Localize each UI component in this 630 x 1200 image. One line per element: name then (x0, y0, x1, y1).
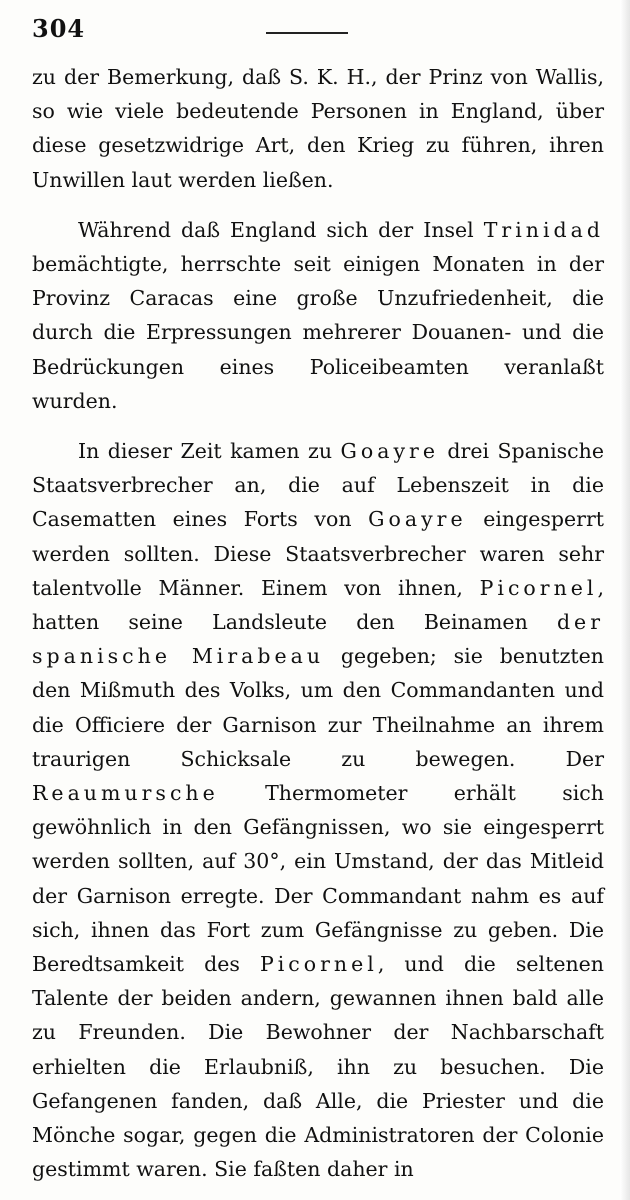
place-name-goayre-2: Goayre (368, 507, 467, 532)
paragraph-1-text: zu der Bemerkung, daß S. K. H., der Prinz von Wallis, so wie viele bedeutende Personen in England, über diese gesetzwidrige Art, den Krieg zu führen, ihren Unwillen laut werden ließen. (32, 65, 604, 192)
term-reaumursche: Reaumursche (32, 781, 219, 806)
paragraph-3-text-c: eingesperrt werden sollten. Diese Staatsverbrecher waren sehr talentvolle Männer. Einem von ihnen, (32, 507, 604, 600)
paragraph-3 (32, 434, 604, 1186)
place-name-goayre: Goayre (340, 439, 439, 464)
paragraph-2-text-a: Während daß England sich der Insel (78, 217, 484, 242)
paragraph-3-text-d: , hatten seine Landsleute den Beinamen (32, 575, 604, 635)
page-edge-shadow (620, 0, 630, 1200)
paragraph-2 (32, 213, 604, 418)
paragraph-2-text-b: bemächtigte, herrschte seit einigen Monaten in der Provinz Caracas eine große Unzufriedenheit, die durch die Erpressungen mehrerer Douanen- und die Bedrückungen eines Policeibeamten veranlaßt wurden. (32, 252, 604, 413)
body-text (32, 60, 604, 1187)
epithet-mirabeau: der spanische Mirabeau (32, 610, 604, 669)
paragraph-3-text-f: Thermometer erhält sich gewöhnlich in den Gefängnissen, wo sie eingesperrt werden sollten, auf 30°, ein Umstand, der das Mitleid der Garnison erregte. Der Commandant nahm es auf sich, ihnen das Fort zum Gefängnisse zu geben. Die Beredtsamkeit des (32, 781, 604, 977)
paragraph-3-text-g: , und die seltenen Talente der beiden andern, gewannen ihnen bald alle zu Freunden. Die Bewohner der Nachbarschaft erhielten die Erlaubniß, ihn zu besuchen. Die Gefangenen fanden, daß Alle, die Priester und die Mönche sogar, gegen die Administratoren der Colonie gestimmt waren. Sie faßten daher in (32, 952, 604, 1182)
place-name-trinidad: Trinidad (483, 217, 604, 242)
paragraph-3-text-e: gegeben; sie benutzten den Mißmuth des Volks, um den Commandanten und die Officiere der Garnison zur Theilnahme an ihrem traurigen Schicksale zu bewegen. Der (32, 644, 605, 771)
paragraph-1 (32, 60, 604, 197)
person-name-picornel-2: Picornel (259, 952, 378, 977)
header-rule (266, 32, 348, 34)
person-name-picornel: Picornel (479, 575, 598, 600)
page-number: 304 (32, 14, 86, 43)
paragraph-3-text-a: In dieser Zeit kamen zu (78, 439, 341, 464)
paragraph-3-text-b: drei Spanische Staatsverbrecher an, die auf Lebenszeit in die Casematten eines Forts von (32, 439, 604, 532)
